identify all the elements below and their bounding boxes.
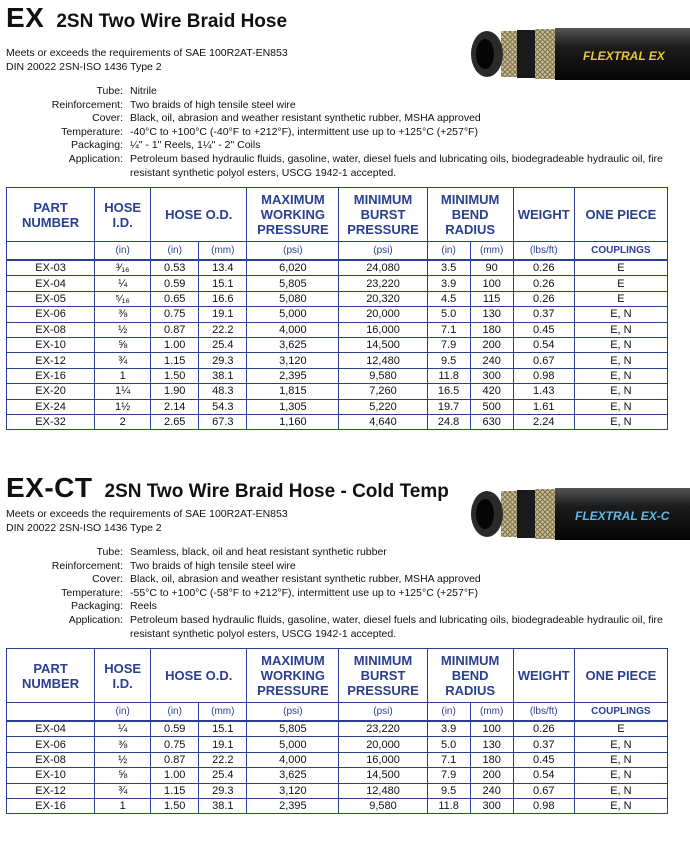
table-cell: ⅜	[95, 737, 151, 752]
spec-tube	[0, 85, 675, 99]
part-number-cell: EX-24	[7, 399, 95, 414]
table-cell: E, N	[574, 752, 667, 767]
spec-temperature	[0, 587, 675, 601]
table-cell: 0.26	[513, 291, 574, 306]
table-cell: 9.5	[427, 353, 470, 368]
table-row	[7, 322, 668, 337]
part-number-cell: EX-32	[7, 414, 95, 429]
table-cell: 2,395	[247, 368, 339, 383]
unit-blank	[7, 242, 95, 261]
unit-cell: (in)	[95, 242, 151, 261]
spec-label: Application:	[68, 152, 123, 165]
unit-cell: (in)	[151, 242, 199, 261]
header-part-number: PART NUMBER	[7, 188, 95, 242]
header-hose-od: HOSE O.D.	[151, 188, 247, 242]
table-cell: 130	[470, 307, 513, 322]
table-cell: ⁵⁄₁₆	[95, 291, 151, 306]
table-cell: 240	[470, 353, 513, 368]
table-row	[7, 737, 668, 752]
table-cell: 3.9	[427, 276, 470, 291]
table-cell: 67.3	[199, 414, 247, 429]
spec-label: Reinforcement:	[51, 559, 123, 572]
table-cell: ½	[95, 322, 151, 337]
table-cell: 7.1	[427, 322, 470, 337]
spec-value: ¼" - 1" Reels, 1¼" - 2" Coils	[130, 139, 261, 152]
table-cell: 1.61	[513, 399, 574, 414]
spec-value: Black, oil, abrasion and weather resistant synthetic rubber, MSHA approved	[130, 112, 481, 125]
brand-label: FLEXTRAL EX-C	[575, 509, 670, 523]
table-cell: 0.98	[513, 798, 574, 813]
table-cell: E	[574, 291, 667, 306]
table-row	[7, 768, 668, 783]
table-cell: 9.5	[427, 783, 470, 798]
table-cell: 0.65	[151, 291, 199, 306]
table-cell: 115	[470, 291, 513, 306]
table-cell: 0.75	[151, 307, 199, 322]
table-cell: 0.37	[513, 737, 574, 752]
spec-cover	[0, 573, 675, 587]
table-cell: 0.87	[151, 322, 199, 337]
spec-cover	[0, 112, 675, 126]
table-cell: E, N	[574, 368, 667, 383]
table-cell: E, N	[574, 798, 667, 813]
table-row	[7, 798, 668, 813]
spec-value: Two braids of high tensile steel wire	[130, 98, 296, 111]
spec-packaging	[0, 600, 675, 614]
part-number-cell: EX-10	[7, 337, 95, 352]
table-cell: 1.00	[151, 768, 199, 783]
table-cell: 3,625	[247, 768, 339, 783]
header-working-pressure: MAXIMUM WORKING PRESSURE	[247, 649, 339, 703]
part-number-cell: EX-08	[7, 752, 95, 767]
table-cell: 1¼	[95, 384, 151, 399]
spec-temperature	[0, 126, 675, 140]
table-cell: 2.14	[151, 399, 199, 414]
table-cell: 1.15	[151, 353, 199, 368]
table-cell: 16,000	[339, 752, 427, 767]
table-row	[7, 752, 668, 767]
table-cell: ⅝	[95, 768, 151, 783]
unit-cell: COUPLINGS	[574, 242, 667, 261]
header-bend-radius: MINIMUM BEND RADIUS	[427, 188, 513, 242]
table-cell: 1,815	[247, 384, 339, 399]
header-one-piece: ONE PIECE	[574, 188, 667, 242]
spec-label: Tube:	[96, 546, 123, 558]
unit-cell: (psi)	[339, 242, 427, 261]
spec-value: Petroleum based hydraulic fluids, gasoline, water, diesel fuels and lubricating oils, biodegradeable hydraulic oil, fire resistant synthetic polyol esters, USCG 1942-1 accepted.	[130, 152, 663, 179]
header-part-number: PART NUMBER	[7, 649, 95, 703]
table-cell: 16.6	[199, 291, 247, 306]
spec-list	[0, 85, 675, 180]
header-one-piece: ONE PIECE	[574, 649, 667, 703]
table-cell: 630	[470, 414, 513, 429]
table-cell: 0.26	[513, 276, 574, 291]
table-cell: 420	[470, 384, 513, 399]
table-cell: 4,640	[339, 414, 427, 429]
spec-label: Cover:	[92, 112, 123, 125]
table-cell: 1.50	[151, 368, 199, 383]
unit-cell: (lbs/ft)	[513, 703, 574, 722]
table-cell: 1.43	[513, 384, 574, 399]
table-cell: ¾	[95, 353, 151, 368]
table-cell: 0.54	[513, 768, 574, 783]
table-cell: E, N	[574, 384, 667, 399]
table-cell: E, N	[574, 322, 667, 337]
table-cell: 90	[470, 260, 513, 276]
header-bend-radius: MINIMUM BEND RADIUS	[427, 649, 513, 703]
table-cell: 16.5	[427, 384, 470, 399]
table-cell: 0.67	[513, 353, 574, 368]
table-cell: 25.4	[199, 337, 247, 352]
spec-label: Tube:	[96, 85, 123, 97]
table-cell: 3,120	[247, 353, 339, 368]
table-row	[7, 307, 668, 322]
spec-application	[0, 614, 675, 641]
table-cell: 200	[470, 768, 513, 783]
table-cell: E, N	[574, 307, 667, 322]
spec-label: Temperature:	[61, 125, 123, 138]
table-cell: 3,120	[247, 783, 339, 798]
table-cell: 11.8	[427, 798, 470, 813]
spec-list	[0, 546, 675, 641]
table-cell: 48.3	[199, 384, 247, 399]
table-cell: 2.24	[513, 414, 574, 429]
table-cell: E, N	[574, 337, 667, 352]
table-cell: 7.9	[427, 337, 470, 352]
part-number-cell: EX-04	[7, 721, 95, 737]
table-cell: 1	[95, 368, 151, 383]
table-row	[7, 414, 668, 429]
standards-text	[6, 46, 288, 74]
section-ex-ct	[0, 460, 690, 845]
table-row	[7, 353, 668, 368]
header-burst-pressure: MINIMUM BURST PRESSURE	[339, 649, 427, 703]
table-row	[7, 260, 668, 276]
table-cell: 1.00	[151, 337, 199, 352]
part-number-cell: EX-03	[7, 260, 95, 276]
table-cell: 22.2	[199, 752, 247, 767]
table-cell: 5.0	[427, 307, 470, 322]
table-cell: ³⁄₁₆	[95, 260, 151, 276]
table-cell: 14,500	[339, 768, 427, 783]
table-cell: 7.9	[427, 768, 470, 783]
table-cell: 12,480	[339, 353, 427, 368]
table-cell: 130	[470, 737, 513, 752]
hose-image	[465, 22, 690, 84]
table-cell: 2	[95, 414, 151, 429]
header-weight: WEIGHT	[513, 188, 574, 242]
table-cell: 7.1	[427, 752, 470, 767]
spec-label: Packaging:	[71, 600, 123, 613]
unit-cell: (in)	[151, 703, 199, 722]
table-row	[7, 399, 668, 414]
table-cell: 29.3	[199, 353, 247, 368]
brand-label: FLEXTRAL EX	[583, 49, 665, 63]
spec-label: Temperature:	[61, 586, 123, 599]
hose-image	[465, 482, 690, 544]
table-cell: 1	[95, 798, 151, 813]
table-cell: 0.59	[151, 721, 199, 737]
unit-cell: (mm)	[470, 703, 513, 722]
spec-tube	[0, 546, 675, 560]
unit-cell: (psi)	[247, 703, 339, 722]
product-name: 2SN Two Wire Braid Hose - Cold Temp	[104, 481, 449, 502]
table-cell: 4,000	[247, 322, 339, 337]
spec-value: Seamless, black, oil and heat resistant synthetic rubber	[130, 546, 387, 558]
table-cell: 5,805	[247, 276, 339, 291]
table-cell: 5,080	[247, 291, 339, 306]
unit-cell: (mm)	[199, 242, 247, 261]
table-cell: 0.59	[151, 276, 199, 291]
table-cell: 100	[470, 721, 513, 737]
table-cell: 16,000	[339, 322, 427, 337]
unit-cell: (mm)	[470, 242, 513, 261]
table-cell: 5,000	[247, 737, 339, 752]
table-cell: ¼	[95, 721, 151, 737]
standards-text	[6, 507, 288, 535]
table-cell: 6,020	[247, 260, 339, 276]
spec-reinforcement	[0, 99, 675, 113]
table-cell: 0.53	[151, 260, 199, 276]
table-cell: 180	[470, 752, 513, 767]
spec-value: Two braids of high tensile steel wire	[130, 559, 296, 572]
table-cell: 300	[470, 368, 513, 383]
table-cell: E, N	[574, 353, 667, 368]
unit-cell: (in)	[427, 703, 470, 722]
table-cell: 20,000	[339, 737, 427, 752]
table-cell: 300	[470, 798, 513, 813]
table-cell: 1,305	[247, 399, 339, 414]
part-number-cell: EX-12	[7, 353, 95, 368]
unit-cell: (psi)	[247, 242, 339, 261]
table-cell: 11.8	[427, 368, 470, 383]
table-cell: 5,220	[339, 399, 427, 414]
table-cell: 0.75	[151, 737, 199, 752]
table-cell: 25.4	[199, 768, 247, 783]
section-title	[6, 472, 449, 504]
spec-value: -55°C to +100°C (-58°F to +212°F), intermittent use up to +125°C (+257°F)	[130, 586, 478, 599]
table-cell: 3.5	[427, 260, 470, 276]
table-row	[7, 783, 668, 798]
table-cell: 0.45	[513, 752, 574, 767]
unit-cell: COUPLINGS	[574, 703, 667, 722]
table-cell: 24,080	[339, 260, 427, 276]
header-hose-id: HOSE I.D.	[95, 649, 151, 703]
table-cell: 1.50	[151, 798, 199, 813]
table-cell: 0.67	[513, 783, 574, 798]
part-number-cell: EX-20	[7, 384, 95, 399]
spec-reinforcement	[0, 560, 675, 574]
spec-value: Nitrile	[130, 85, 157, 97]
table-row	[7, 368, 668, 383]
table-cell: 13.4	[199, 260, 247, 276]
part-number-cell: EX-05	[7, 291, 95, 306]
header-burst-pressure: MINIMUM BURST PRESSURE	[339, 188, 427, 242]
table-cell: 0.98	[513, 368, 574, 383]
table-cell: 5,000	[247, 307, 339, 322]
table-cell: 5.0	[427, 737, 470, 752]
table-cell: 12,480	[339, 783, 427, 798]
table-cell: ¼	[95, 276, 151, 291]
product-code: EX-CT	[6, 472, 93, 503]
table-cell: 19.7	[427, 399, 470, 414]
part-number-cell: EX-08	[7, 322, 95, 337]
standards-line: Meets or exceeds the requirements of SAE 100R2AT-EN853	[6, 508, 288, 520]
table-cell: E	[574, 276, 667, 291]
table-cell: 20,320	[339, 291, 427, 306]
table-cell: 22.2	[199, 322, 247, 337]
table-cell: 14,500	[339, 337, 427, 352]
table-row	[7, 337, 668, 352]
table-cell: E, N	[574, 768, 667, 783]
part-number-cell: EX-04	[7, 276, 95, 291]
table-cell: 4.5	[427, 291, 470, 306]
part-number-cell: EX-10	[7, 768, 95, 783]
table-cell: 20,000	[339, 307, 427, 322]
table-row	[7, 276, 668, 291]
standards-line: DIN 20022 2SN-ISO 1436 Type 2	[6, 522, 162, 534]
table-cell: 0.54	[513, 337, 574, 352]
spec-value: Petroleum based hydraulic fluids, gasoline, water, diesel fuels and lubricating oils, biodegradeable hydraulic oil, fire resistant synthetic polyol esters, USCG 1942-1 accepted.	[130, 613, 663, 640]
spec-table	[6, 648, 668, 814]
table-cell: 0.26	[513, 721, 574, 737]
unit-cell: (in)	[427, 242, 470, 261]
table-cell: ½	[95, 752, 151, 767]
header-hose-id: HOSE I.D.	[95, 188, 151, 242]
section-title	[6, 2, 287, 34]
table-cell: E, N	[574, 399, 667, 414]
table-cell: 1,160	[247, 414, 339, 429]
table-cell: 9,580	[339, 368, 427, 383]
header-hose-od: HOSE O.D.	[151, 649, 247, 703]
product-name: 2SN Two Wire Braid Hose	[56, 11, 288, 32]
table-cell: 24.8	[427, 414, 470, 429]
table-cell: 4,000	[247, 752, 339, 767]
part-number-cell: EX-16	[7, 368, 95, 383]
table-cell: E, N	[574, 414, 667, 429]
table-cell: 15.1	[199, 276, 247, 291]
table-cell: 100	[470, 276, 513, 291]
table-cell: ⅝	[95, 337, 151, 352]
table-cell: 180	[470, 322, 513, 337]
table-cell: 0.87	[151, 752, 199, 767]
table-cell: 0.45	[513, 322, 574, 337]
table-cell: 500	[470, 399, 513, 414]
table-cell: 38.1	[199, 368, 247, 383]
spec-application	[0, 153, 675, 180]
part-number-cell: EX-06	[7, 737, 95, 752]
spec-value: Reels	[130, 600, 157, 613]
table-cell: 5,805	[247, 721, 339, 737]
table-cell: 0.37	[513, 307, 574, 322]
table-cell: ¾	[95, 783, 151, 798]
spec-label: Packaging:	[71, 139, 123, 152]
table-cell: 3.9	[427, 721, 470, 737]
table-cell: 2.65	[151, 414, 199, 429]
table-cell: E	[574, 721, 667, 737]
table-row	[7, 291, 668, 306]
header-working-pressure: MAXIMUM WORKING PRESSURE	[247, 188, 339, 242]
table-cell: 2,395	[247, 798, 339, 813]
header-weight: WEIGHT	[513, 649, 574, 703]
standards-line: Meets or exceeds the requirements of SAE 100R2AT-EN853	[6, 47, 288, 59]
table-cell: 3,625	[247, 337, 339, 352]
unit-cell: (mm)	[199, 703, 247, 722]
table-row	[7, 721, 668, 737]
table-cell: E	[574, 260, 667, 276]
part-number-cell: EX-16	[7, 798, 95, 813]
table-cell: 1½	[95, 399, 151, 414]
table-cell: E, N	[574, 737, 667, 752]
unit-cell: (lbs/ft)	[513, 242, 574, 261]
table-cell: 23,220	[339, 721, 427, 737]
table-cell: 240	[470, 783, 513, 798]
spec-value: Black, oil, abrasion and weather resistant synthetic rubber, MSHA approved	[130, 573, 481, 586]
table-cell: 54.3	[199, 399, 247, 414]
unit-cell: (psi)	[339, 703, 427, 722]
table-cell: 200	[470, 337, 513, 352]
table-cell: 23,220	[339, 276, 427, 291]
spec-label: Reinforcement:	[51, 98, 123, 111]
table-cell: E, N	[574, 783, 667, 798]
product-code: EX	[6, 2, 45, 33]
table-cell: 15.1	[199, 721, 247, 737]
table-cell: 9,580	[339, 798, 427, 813]
table-row	[7, 384, 668, 399]
spec-value: -40°C to +100°C (-40°F to +212°F), intermittent use up to +125°C (+257°F)	[130, 125, 478, 138]
table-cell: 19.1	[199, 737, 247, 752]
table-cell: 19.1	[199, 307, 247, 322]
spec-label: Cover:	[92, 573, 123, 586]
table-cell: 1.90	[151, 384, 199, 399]
unit-blank	[7, 703, 95, 722]
unit-cell: (in)	[95, 703, 151, 722]
table-cell: ⅜	[95, 307, 151, 322]
spec-packaging	[0, 139, 675, 153]
table-cell: 29.3	[199, 783, 247, 798]
table-cell: 0.26	[513, 260, 574, 276]
table-cell: 1.15	[151, 783, 199, 798]
part-number-cell: EX-06	[7, 307, 95, 322]
spec-label: Application:	[68, 613, 123, 626]
table-cell: 38.1	[199, 798, 247, 813]
table-cell: 7,260	[339, 384, 427, 399]
part-number-cell: EX-12	[7, 783, 95, 798]
spec-table	[6, 187, 668, 430]
standards-line: DIN 20022 2SN-ISO 1436 Type 2	[6, 61, 162, 73]
